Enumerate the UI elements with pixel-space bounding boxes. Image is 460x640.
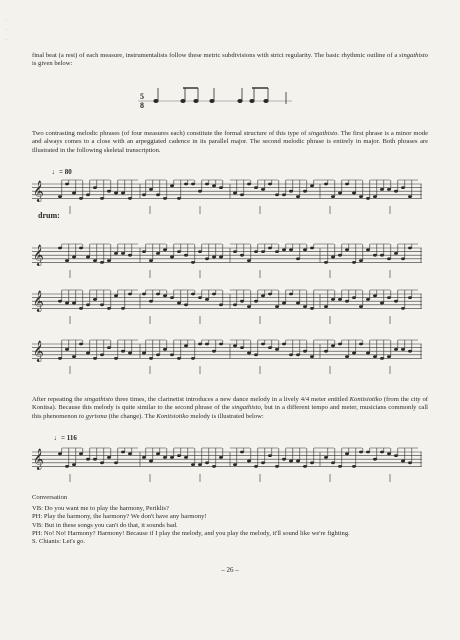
drum-label: drum: [38, 211, 60, 220]
note [345, 183, 349, 186]
note [394, 300, 398, 303]
note [93, 259, 97, 262]
note [282, 458, 286, 461]
note [121, 350, 125, 353]
note [65, 302, 69, 305]
note [128, 452, 132, 455]
note [261, 188, 265, 191]
note [198, 296, 202, 299]
note [184, 303, 188, 306]
note [387, 452, 391, 455]
meter-top: 5 [140, 92, 144, 101]
note [401, 257, 405, 260]
rhythm-note [154, 99, 158, 102]
note [240, 300, 244, 303]
note [79, 197, 83, 200]
note [331, 195, 335, 198]
note [65, 183, 69, 186]
note [156, 193, 160, 196]
note [310, 461, 314, 464]
note [107, 456, 111, 459]
note [100, 197, 104, 200]
note [289, 293, 293, 296]
note [310, 307, 314, 310]
note [219, 343, 223, 346]
note [338, 192, 342, 195]
note [359, 259, 363, 262]
note [163, 348, 167, 351]
note [205, 461, 209, 464]
note [282, 343, 286, 346]
note [240, 193, 244, 196]
conversation-line: PH: No! No! Harmony? Harmony! Because if I play the melody, and you play the melody, it'll sound like we're fighting. [32, 529, 350, 537]
note [247, 259, 251, 262]
note [303, 190, 307, 193]
staff-system [32, 448, 422, 482]
note [268, 247, 272, 250]
note [149, 300, 153, 303]
note [163, 197, 167, 200]
note [296, 257, 300, 260]
note [275, 465, 279, 468]
italic-term: to gyrisma [78, 412, 107, 420]
note [268, 293, 272, 296]
note [65, 465, 69, 468]
note [359, 343, 363, 346]
italic-term: singathisto [399, 52, 428, 59]
staff-system [32, 340, 422, 374]
note [303, 305, 307, 308]
note [100, 353, 104, 356]
note [219, 256, 223, 259]
note [212, 184, 216, 187]
note [247, 183, 251, 186]
note [191, 293, 195, 296]
note [107, 346, 111, 349]
note [408, 350, 412, 353]
note [324, 183, 328, 186]
note [156, 293, 160, 296]
note [121, 307, 125, 310]
note [247, 305, 251, 308]
note [380, 254, 384, 257]
meter-bottom: 8 [140, 101, 144, 110]
note [261, 294, 265, 297]
note [359, 305, 363, 308]
note [170, 456, 174, 459]
note [310, 247, 314, 250]
treble-clef-icon: 𝄞 [33, 181, 44, 201]
conversation-heading: Conversation [32, 494, 68, 501]
note [233, 250, 237, 253]
note [219, 303, 223, 306]
note [184, 456, 188, 459]
note [170, 184, 174, 187]
note [289, 248, 293, 251]
note [268, 346, 272, 349]
note [212, 293, 216, 296]
staff-system [32, 244, 422, 278]
note [107, 190, 111, 193]
note [296, 302, 300, 305]
note [93, 357, 97, 360]
italic-term: Konitsiotiko [349, 396, 382, 403]
note [254, 300, 258, 303]
note [380, 188, 384, 191]
note [240, 254, 244, 257]
note [338, 254, 342, 257]
note [387, 355, 391, 358]
page-number: – 26 – [221, 566, 239, 574]
note [58, 247, 62, 250]
note [366, 298, 370, 301]
note [72, 302, 76, 305]
note [373, 458, 377, 461]
note [408, 461, 412, 464]
note [198, 190, 202, 193]
note [86, 303, 90, 306]
note [331, 344, 335, 347]
note [401, 460, 405, 463]
staff-system [32, 290, 422, 324]
note [282, 248, 286, 251]
note [205, 298, 209, 301]
note [72, 463, 76, 466]
note [212, 256, 216, 259]
note [65, 348, 69, 351]
note [352, 261, 356, 264]
note [338, 298, 342, 301]
note [387, 296, 391, 299]
text-run: final beat (a rest) of each measure, instrumentalists follow these metric subdivisions with strict regularity. The basic rhythmic outline of a [32, 52, 400, 59]
note [79, 452, 83, 455]
note [345, 248, 349, 251]
note [254, 186, 258, 189]
note [331, 256, 335, 259]
note [198, 343, 202, 346]
note [114, 461, 118, 464]
treble-clef-icon: 𝄞 [33, 245, 44, 265]
note [331, 461, 335, 464]
note [338, 465, 342, 468]
note [352, 352, 356, 355]
conversation-line: VB: Do you want me to play the harmony, Periklis? [32, 505, 169, 513]
note [282, 193, 286, 196]
note [261, 343, 265, 346]
note [373, 355, 377, 358]
note [219, 456, 223, 459]
note [58, 195, 62, 198]
note [233, 344, 237, 347]
note [401, 348, 405, 351]
note [366, 197, 370, 200]
note [58, 300, 62, 303]
note [121, 451, 125, 454]
note [114, 357, 118, 360]
note [114, 252, 118, 255]
note [247, 460, 251, 463]
text-run: After repeating the [32, 396, 85, 403]
note [107, 307, 111, 310]
note [212, 465, 216, 468]
treble-clef-icon: 𝄞 [33, 291, 44, 311]
note [401, 307, 405, 310]
note [289, 460, 293, 463]
note [121, 252, 125, 255]
note [394, 252, 398, 255]
note [408, 247, 412, 250]
note [296, 460, 300, 463]
note [93, 458, 97, 461]
note [205, 257, 209, 260]
note [373, 254, 377, 257]
note [359, 195, 363, 198]
note [142, 193, 146, 196]
note [72, 355, 76, 358]
note [373, 195, 377, 198]
note [310, 184, 314, 187]
note [142, 352, 146, 355]
conversation-line: S. Chianis: Let's go. [32, 538, 86, 546]
treble-clef-icon: 𝄞 [33, 449, 44, 469]
text-run: is given below: [32, 60, 73, 68]
note [254, 250, 258, 253]
note [156, 353, 160, 356]
note [100, 461, 104, 464]
note [86, 458, 90, 461]
note [254, 465, 258, 468]
note [149, 188, 153, 191]
note [177, 454, 181, 457]
note [338, 343, 342, 346]
note [261, 461, 265, 464]
note [191, 463, 195, 466]
italic-term: singathisto [84, 396, 114, 403]
note [142, 293, 146, 296]
note [191, 183, 195, 186]
italic-term: Konitsiotiko [156, 412, 189, 420]
staff-system [32, 180, 422, 214]
note [177, 302, 181, 305]
note [324, 350, 328, 353]
rhythm-outline [138, 88, 292, 110]
note [177, 197, 181, 200]
note [387, 188, 391, 191]
note [289, 190, 293, 193]
note [156, 252, 160, 255]
note [100, 261, 104, 264]
note [100, 303, 104, 306]
note [261, 250, 265, 253]
note [184, 254, 188, 257]
note [86, 193, 90, 196]
note [380, 357, 384, 360]
note [352, 296, 356, 299]
note [366, 352, 370, 355]
note [268, 454, 272, 457]
conversation-line: PH: Play the harmony, the harmony? We don't have any harmony! [32, 513, 207, 521]
note [128, 254, 132, 257]
rhythm-note [194, 99, 198, 102]
note [254, 353, 258, 356]
note [163, 248, 167, 251]
note [177, 357, 181, 360]
tempo-marking-1: ♩= 80 [52, 168, 72, 176]
note [149, 460, 153, 463]
note [352, 192, 356, 195]
note [275, 348, 279, 351]
note [268, 183, 272, 186]
note [114, 294, 118, 297]
note [121, 192, 125, 195]
note [352, 465, 356, 468]
note [275, 250, 279, 253]
note [324, 305, 328, 308]
note [198, 463, 202, 466]
note [128, 197, 132, 200]
note [142, 250, 146, 253]
note [408, 195, 412, 198]
note [191, 261, 195, 264]
note [156, 452, 160, 455]
note [345, 300, 349, 303]
text-run: (from the city of Konitsa). Because this melody is quite similar to the second phrase of the [32, 396, 428, 412]
note [93, 186, 97, 189]
note [93, 298, 97, 301]
note [373, 294, 377, 297]
conversation-line: VB: But in these songs you can't do that, it sounds bad. [32, 521, 178, 529]
note [233, 192, 237, 195]
note [303, 350, 307, 353]
note [107, 259, 111, 262]
note [240, 346, 244, 349]
note [79, 247, 83, 250]
tempo-marking-2: ♩= 116 [54, 434, 77, 442]
treble-clef-icon: 𝄞 [33, 341, 44, 361]
note [163, 456, 167, 459]
note [128, 293, 132, 296]
note [58, 357, 62, 360]
note [380, 451, 384, 454]
note [275, 305, 279, 308]
note [205, 183, 209, 186]
note [58, 452, 62, 455]
note [366, 451, 370, 454]
note [394, 454, 398, 457]
note [72, 192, 76, 195]
conversation [32, 494, 432, 546]
note [142, 456, 146, 459]
note [177, 250, 181, 253]
note [79, 343, 83, 346]
note [233, 303, 237, 306]
note [387, 257, 391, 260]
note [184, 344, 188, 347]
note [170, 256, 174, 259]
note [366, 248, 370, 251]
note [331, 298, 335, 301]
note [247, 352, 251, 355]
text-run: , but in a different tempo and meter, musicians commonly call this phenomenon [32, 404, 428, 420]
rhythm-note [210, 99, 214, 102]
note [289, 353, 293, 356]
note [296, 353, 300, 356]
note [65, 259, 69, 262]
text-run: . The first phrase is a minor mode and always comes to a close with an arpeggiated cadence in its parallel major. The second melodic phrase is entirely in major. Both phrases are illustrated in the following skeletal transcription. [32, 130, 429, 154]
note [233, 463, 237, 466]
rhythm-note [264, 99, 268, 102]
text-run: melody is illustrated below: [188, 412, 264, 420]
note [345, 452, 349, 455]
note [303, 465, 307, 468]
note [401, 186, 405, 189]
note [408, 296, 412, 299]
note [324, 456, 328, 459]
note [296, 195, 300, 198]
note [212, 350, 216, 353]
note [184, 183, 188, 186]
rhythm-note [238, 99, 242, 102]
note [72, 256, 76, 259]
note [79, 307, 83, 310]
note [198, 250, 202, 253]
note [303, 248, 307, 251]
note [380, 302, 384, 305]
note [163, 294, 167, 297]
note [394, 348, 398, 351]
note [205, 343, 209, 346]
note [310, 355, 314, 358]
note [149, 357, 153, 360]
note [191, 357, 195, 360]
rhythm-note [181, 99, 185, 102]
text-run: Two contrasting melodic phrases (of four measures each) constitute the formal structure of this type of [32, 130, 309, 137]
margin-marks: · · · [6, 18, 8, 43]
note [170, 353, 174, 356]
note [324, 261, 328, 264]
note [86, 352, 90, 355]
italic-term: singathisto [231, 404, 261, 412]
note [114, 192, 118, 195]
text-run: (the change). The [106, 412, 157, 420]
note [275, 193, 279, 196]
note [240, 451, 244, 454]
note [359, 451, 363, 454]
note [345, 355, 349, 358]
note [219, 186, 223, 189]
text-run: three times, the clarinetist introduces a new dance melody in a lively 4/4 meter entitled [113, 396, 350, 403]
note [282, 302, 286, 305]
note [170, 296, 174, 299]
italic-term: singathisto [308, 130, 338, 137]
note [394, 190, 398, 193]
note [86, 256, 90, 259]
note [149, 259, 153, 262]
note [128, 352, 132, 355]
rhythm-note [250, 99, 254, 102]
